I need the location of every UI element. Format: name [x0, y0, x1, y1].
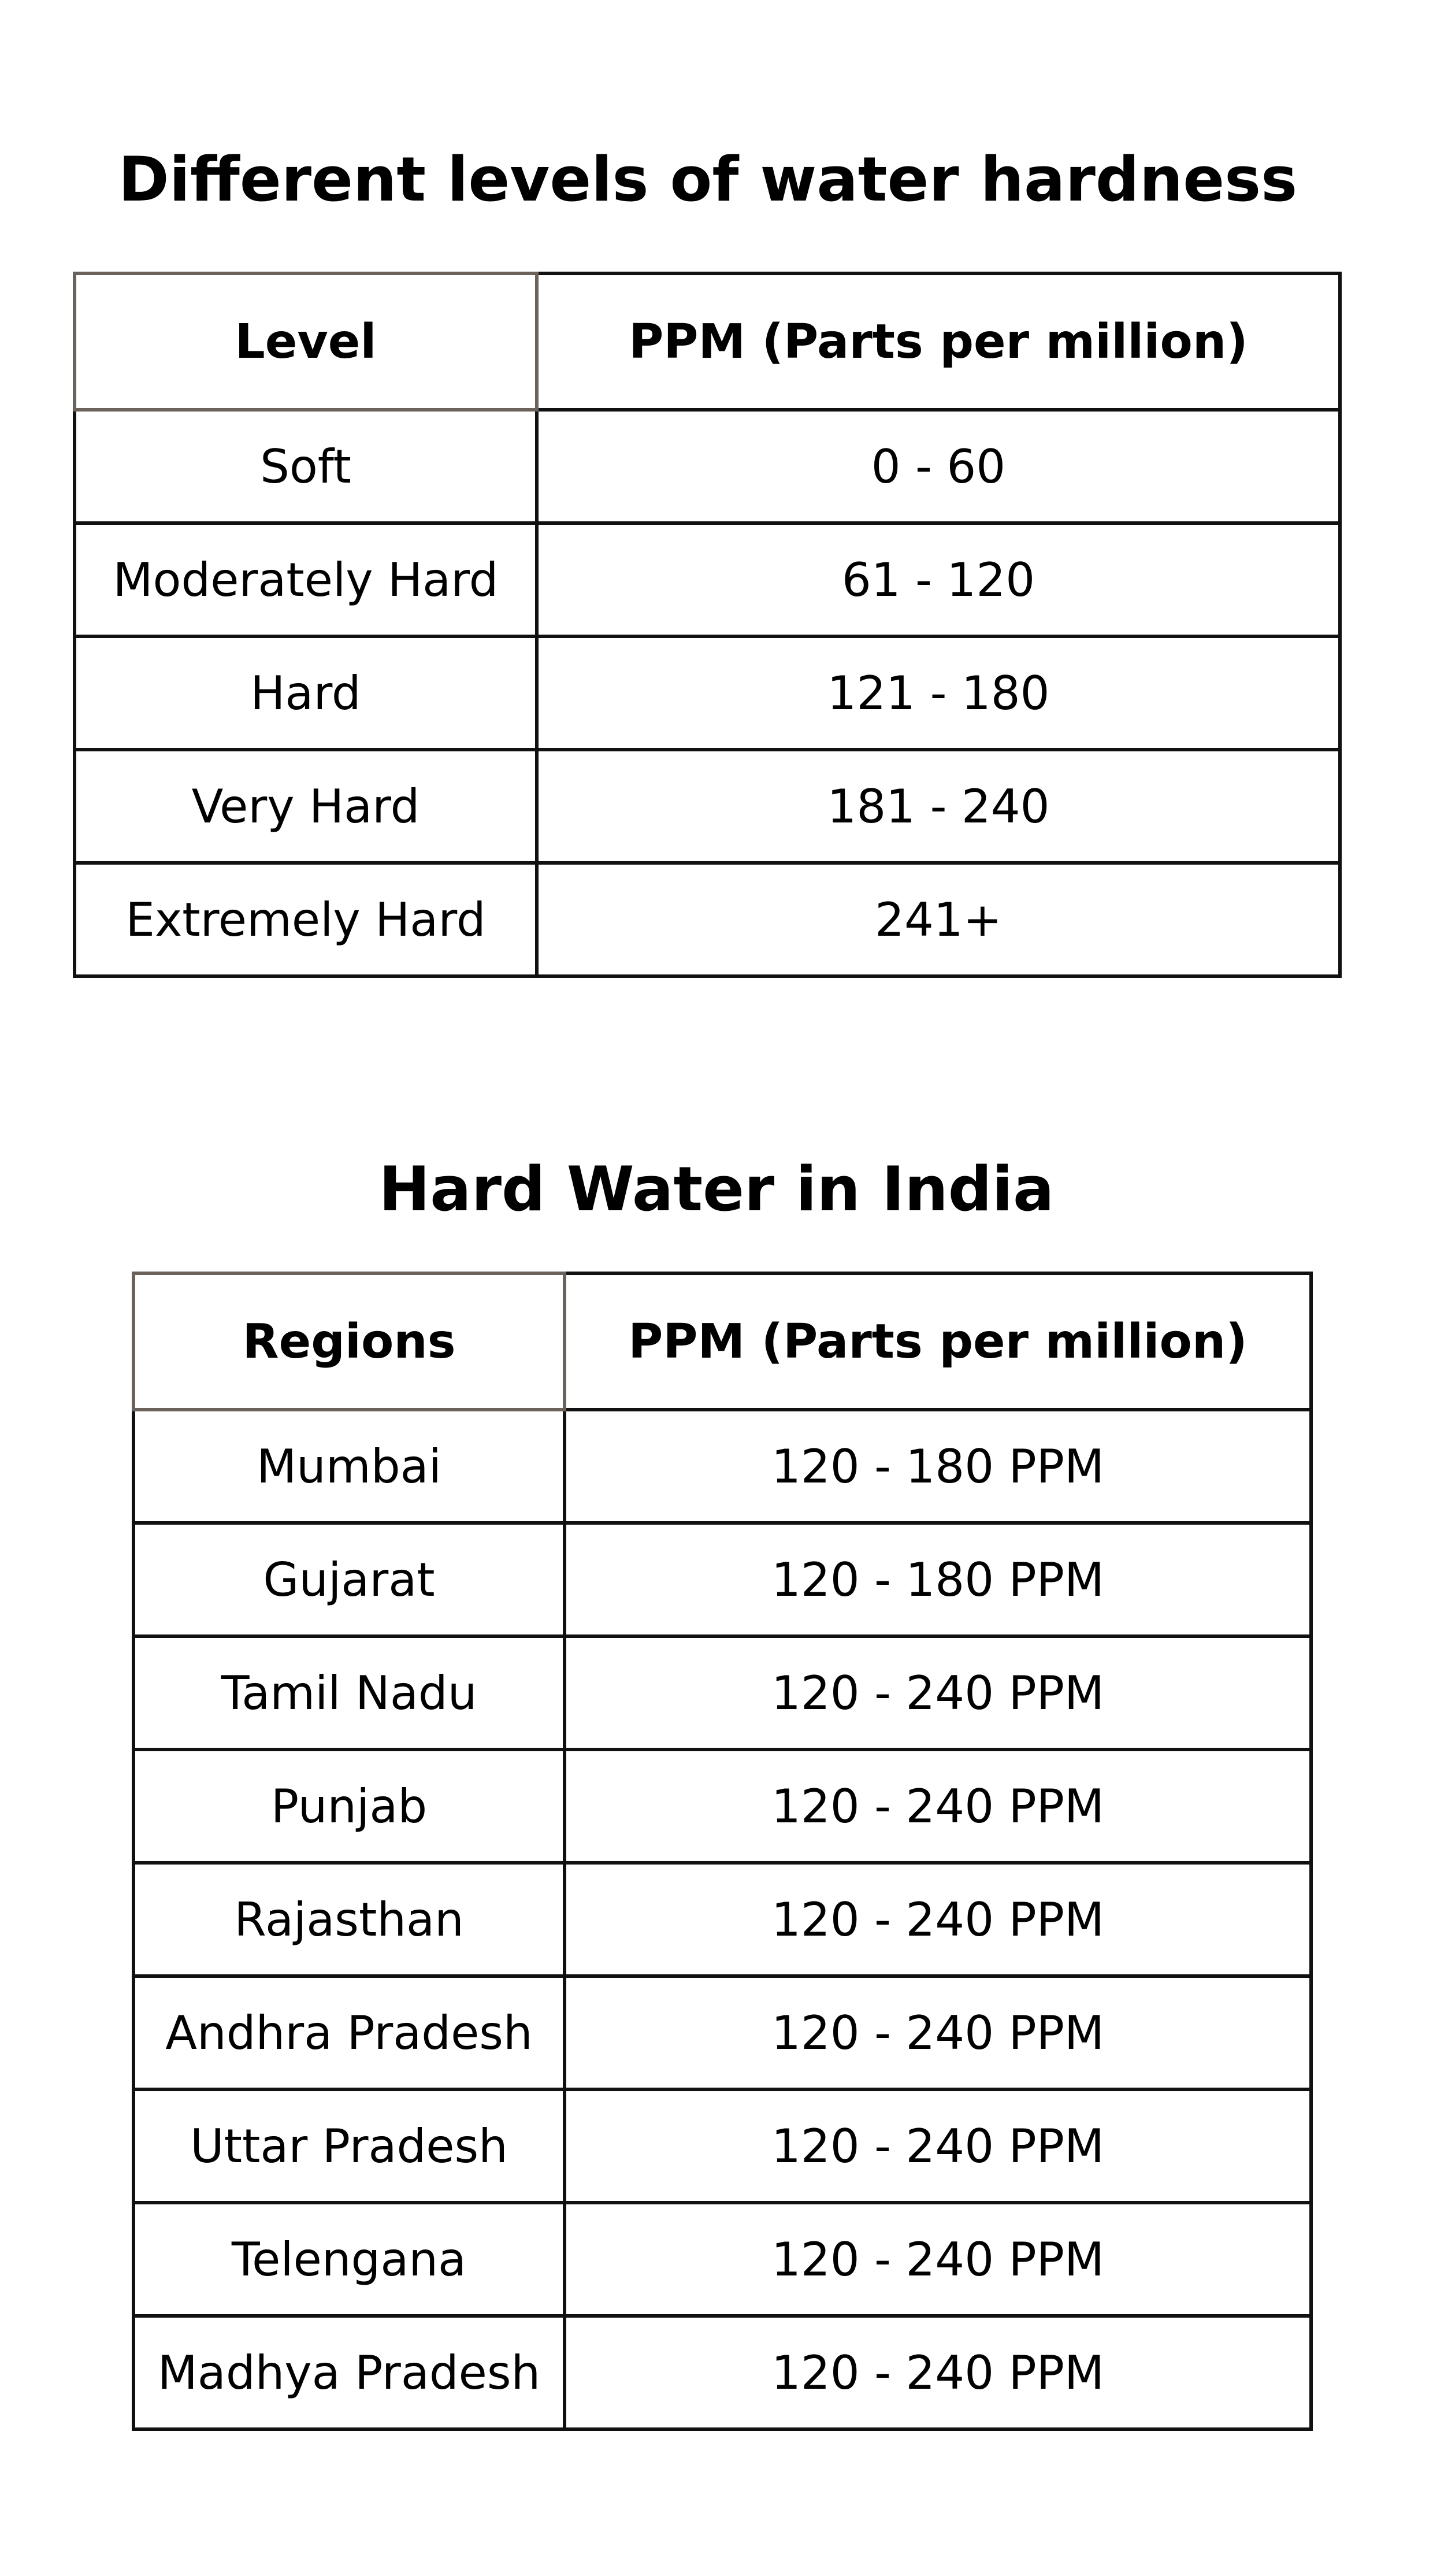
level-cell: Hard [75, 636, 537, 750]
table-row [133, 1863, 1311, 1976]
hardness-levels-title: Different levels of water hardness [118, 144, 1298, 215]
level-cell: Extremely Hard [75, 863, 537, 976]
table-row [133, 1410, 1311, 1523]
column-header-level: Level [75, 273, 537, 410]
table-row [133, 2316, 1311, 2429]
region-cell: Punjab [133, 1750, 565, 1863]
column-header-ppm: PPM (Parts per million) [565, 1273, 1311, 1410]
ppm-cell: 120 - 240 PPM [565, 1976, 1311, 2089]
ppm-cell: 120 - 180 PPM [565, 1410, 1311, 1523]
hardness-levels-table [73, 272, 1342, 978]
ppm-cell: 120 - 240 PPM [565, 1636, 1311, 1750]
india-regions-title: Hard Water in India [378, 1154, 1055, 1225]
ppm-cell: 120 - 240 PPM [565, 2203, 1311, 2316]
region-cell: Andhra Pradesh [133, 1976, 565, 2089]
table-row [75, 863, 1340, 976]
column-header-regions: Regions [133, 1273, 565, 1410]
level-cell: Very Hard [75, 750, 537, 863]
ppm-cell: 61 - 120 [537, 523, 1340, 636]
region-cell: Mumbai [133, 1410, 565, 1523]
ppm-cell: 120 - 240 PPM [565, 1750, 1311, 1863]
india-regions-table [132, 1272, 1313, 2431]
table-header-row [75, 273, 1340, 410]
region-cell: Telengana [133, 2203, 565, 2316]
ppm-cell: 0 - 60 [537, 410, 1340, 523]
region-cell: Gujarat [133, 1523, 565, 1636]
table-row [75, 410, 1340, 523]
ppm-cell: 120 - 240 PPM [565, 1863, 1311, 1976]
ppm-cell: 241+ [537, 863, 1340, 976]
ppm-cell: 121 - 180 [537, 636, 1340, 750]
table-row [133, 2089, 1311, 2203]
table-row [133, 1750, 1311, 1863]
table-row [133, 2203, 1311, 2316]
table-row [75, 523, 1340, 636]
table-header-row [133, 1273, 1311, 1410]
region-cell: Madhya Pradesh [133, 2316, 565, 2429]
level-cell: Soft [75, 410, 537, 523]
region-cell: Rajasthan [133, 1863, 565, 1976]
ppm-cell: 120 - 240 PPM [565, 2316, 1311, 2429]
table-row [75, 750, 1340, 863]
column-header-ppm: PPM (Parts per million) [537, 273, 1340, 410]
table-row [133, 1636, 1311, 1750]
table-row [133, 1976, 1311, 2089]
ppm-cell: 120 - 180 PPM [565, 1523, 1311, 1636]
ppm-cell: 181 - 240 [537, 750, 1340, 863]
table-row [75, 636, 1340, 750]
table-row [133, 1523, 1311, 1636]
level-cell: Moderately Hard [75, 523, 537, 636]
region-cell: Uttar Pradesh [133, 2089, 565, 2203]
ppm-cell: 120 - 240 PPM [565, 2089, 1311, 2203]
region-cell: Tamil Nadu [133, 1636, 565, 1750]
